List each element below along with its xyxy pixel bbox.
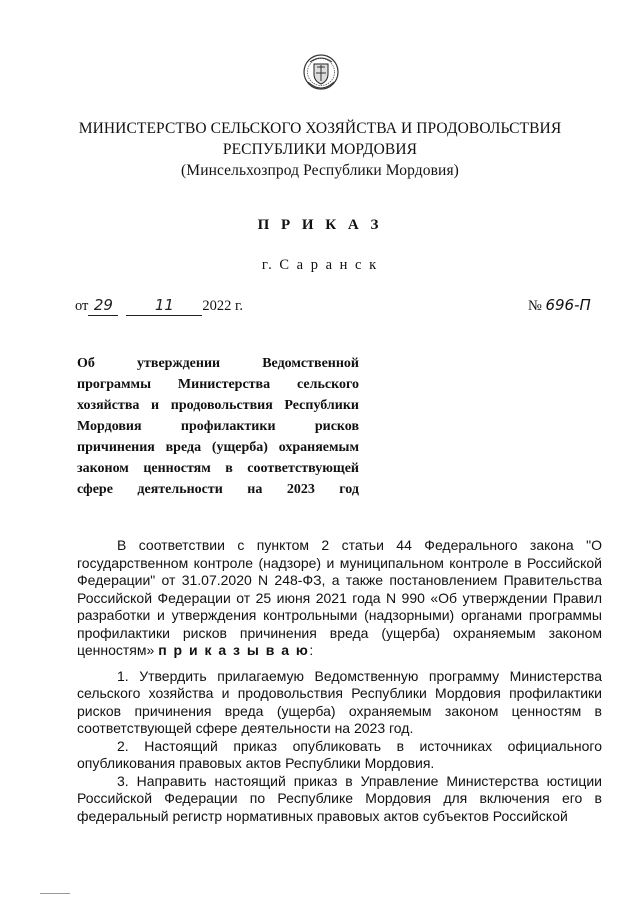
date-day: 29 [93,296,113,314]
order-body [77,537,602,825]
ministry-name-line1: МИНИСТЕРСТВО СЕЛЬСКОГО ХОЗЯЙСТВА И ПРОДОВОЛЬСТВИЯ [78,120,562,137]
number-prefix: № [528,298,542,314]
ministry-short-name: (Минсельхозпрод Республики Мордовия) [181,162,459,179]
date-month: 11 [154,296,174,314]
ministry-name-line2: РЕСПУБЛИКИ МОРДОВИЯ [222,141,418,158]
footer-divider [40,893,70,894]
order-item-1: 1. Утвердить прилагаемую Ведомственную программу Министерства сельского хозяйства и продовольствия Республики Мордовия профилактики рисков причинения вреда (ущерба) охраняемым законом ценностям в соответствующей сфере деятельности на 2023 год. [77,667,602,736]
order-number [528,296,591,315]
preamble-text: В соответствии с пунктом 2 статьи 44 Федерального закона "О государственном контроле (надзоре) и муниципальном контроле в Российской Федерации" от 31.07.2020 N 248-ФЗ, а также постановлением Правительства Российской Федерации от 25 июня 2021 года N 990 «Об утверждении Правил разработки и утверждения контрольными (надзорными) органами программы профилактики рисков причинения вреда (ущерба) охраняемым законом ценностям» [77,537,602,658]
date-year: 2022 г. [202,298,243,314]
date-prefix: от [75,298,89,314]
coat-of-arms-icon [302,52,340,94]
order-word-suffix: : [309,642,314,658]
order-subject: Об утверждении Ведомственной программы Министерства сельского хозяйства и продовольствия Республики Мордовия профилактики рисков причинения вреда (ущерба) охраняемым законом ценностям в соответствующей сфере деятельности на 2023 год [77,356,359,497]
order-word: п р и к а з ы в а ю [158,642,310,658]
preamble-paragraph [77,537,602,660]
document-title: П Р И К А З [257,217,383,233]
ministry-header [0,118,640,181]
order-item-3: 3. Направить настоящий приказ в Управление Министерства юстиции Российской Федерации по Республике Мордовия для включения его в федеральный регистр нормативных правовых актов субъектов Российской [77,772,602,824]
order-item-2: 2. Настоящий приказ опубликовать в источниках официального опубликования правовых актов Республики Мордовия. [77,737,602,771]
number-value: 696-П [545,296,591,314]
city-name: г. С а р а н с к [261,257,379,273]
order-date [75,296,243,316]
